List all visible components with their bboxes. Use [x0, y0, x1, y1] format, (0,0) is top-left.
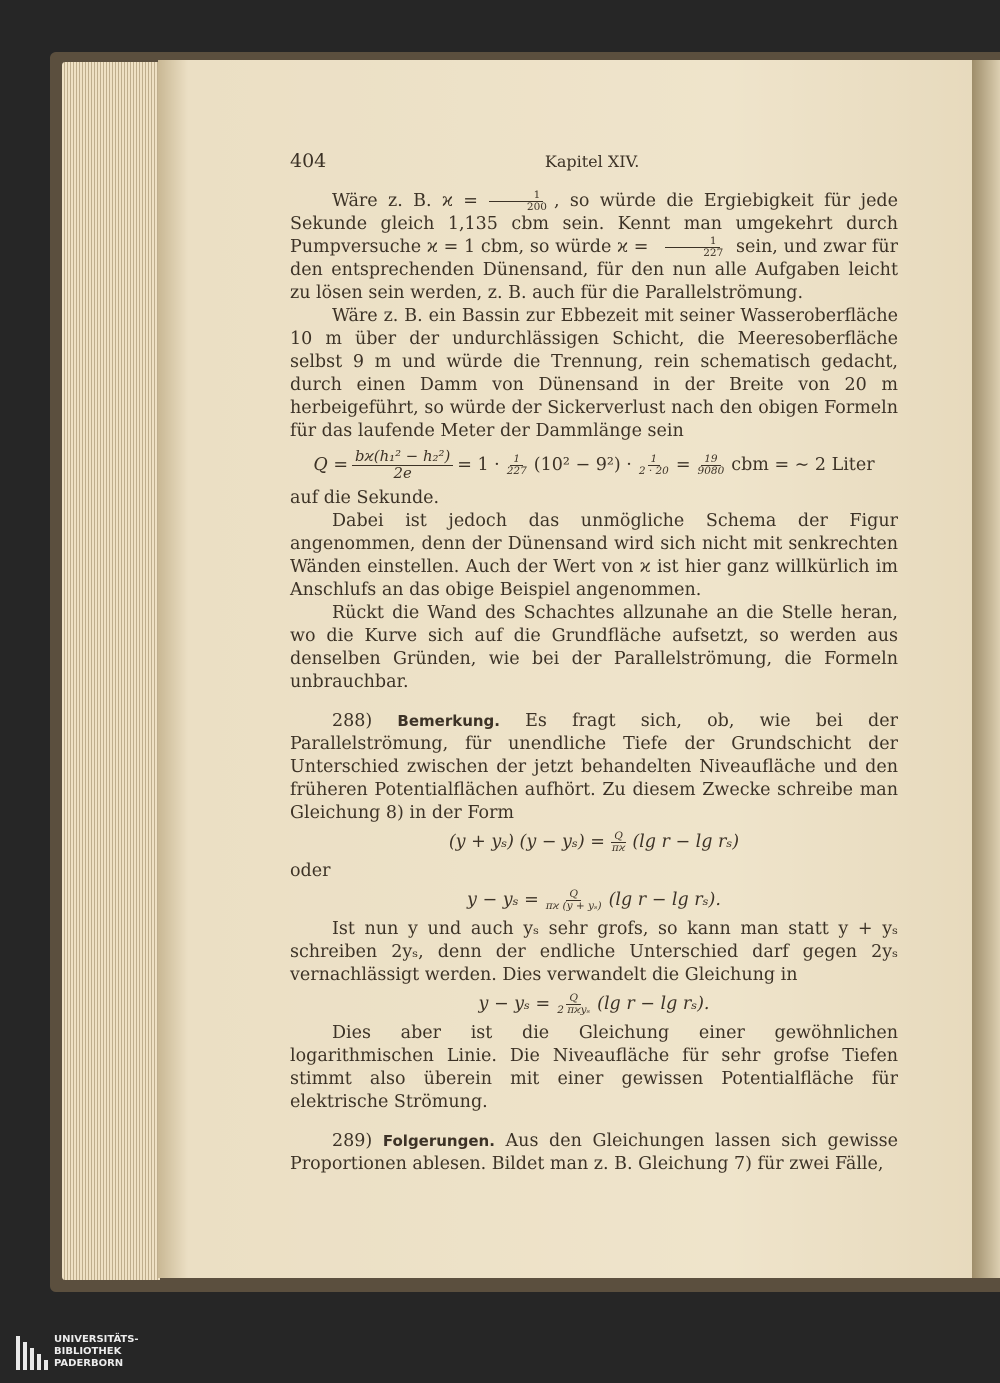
page-number: 404 — [290, 150, 327, 172]
fraction: $\frac{1}{227}$ — [658, 236, 726, 259]
equation-logarithmic: y − yₛ = $\frac{Q}{\text{2 πϰyₛ}}$ (lg r − lg rₛ). — [478, 992, 710, 1017]
fraction: $\frac{19}{9080}$ — [697, 452, 725, 477]
section-288: 288) Bemerkung. Es fragt sich, ob, wie bei der Parallelströmung, für unendliche Tiefe der Grundschicht der Unterschied zwischen der jetzt behandelten Niveaufläche und den früheren Potentialflächen aufhört. Zu diesem Zwecke schreibe man Gleichung 8) in der Form — [290, 711, 898, 824]
library-logo-text: UNIVERSITÄTS- BIBLIOTHEK PADERBORN — [54, 1334, 139, 1369]
fraction: $\frac{1}{227}$ — [506, 452, 527, 477]
page-text — [290, 150, 898, 1176]
fraction: $\frac{Q}{\text{πϰ (y + yₛ)}}$ — [545, 888, 602, 913]
paragraph-7: Dies aber ist die Gleichung einer gewöhnlichen logarithmischen Linie. Die Niveaufläche für sehr grofse Tiefen stimmt also überein mit einer gewissen Potentialfläche für elektrische Strömung. — [290, 1023, 898, 1113]
fraction: $\frac{\text{bϰ(h₁² − h₂²)}}{2e}$ — [352, 449, 453, 481]
section-title: Bemerkung. — [397, 712, 500, 731]
fraction: $\frac{Q}{\pi ϰ}$ — [611, 830, 626, 855]
paragraph-1: Wäre z. B. ϰ = $\frac{1}{200}$ , so würde die Ergiebigkeit für jede Sekunde gleich 1,135 cbm sein. Kennt man umgekehrt durch Pumpversuche ϰ = 1 cbm, so würde ϰ = $\frac{1}{227}$ sein, und zwar für den entsprechenden Dünensand, für den nun alle Aufgaben leicht zu lösen sein werden, z. B. auch für die Parallelströmung. — [290, 189, 898, 304]
library-logo-icon — [14, 1334, 50, 1370]
next-page-edge — [972, 60, 1000, 1278]
paragraph-3: auf die Sekunde. — [290, 488, 440, 509]
fraction: $\frac{Q}{\text{2 πϰyₛ}}$ — [557, 992, 591, 1017]
running-header — [290, 150, 898, 180]
fraction: $\frac{1}{2 \cdot 20}$ — [638, 452, 669, 477]
page-edges — [62, 62, 160, 1280]
paragraph-5: Rückt die Wand des Schachtes allzunahe an die Stelle heran, wo die Kurve sich auf die Grundfläche aufsetzt, so werden aus denselben Gründen, wie bei der Parallelströmung, die Formeln unbrauchbar. — [290, 603, 898, 693]
section-title: Folgerungen. — [382, 1132, 495, 1151]
equation-form: (y + yₛ) (y − yₛ) = $\frac{Q}{\pi ϰ}$ (lg r − lg rₛ) — [448, 830, 740, 855]
paragraph-4: Dabei ist jedoch das unmögliche Schema der Figur angenommen, denn der Dünensand wird sich nicht mit senkrechten Wänden einstellen. Auch der Wert von ϰ ist hier ganz willkürlich im Anschlufs an das obige Beispiel angenommen. — [290, 511, 898, 601]
chapter-title: Kapitel XIV. — [544, 152, 640, 171]
library-logo — [14, 1334, 174, 1370]
fraction: $\frac{1}{200}$ — [482, 190, 550, 213]
equation-difference: y − yₛ = $\frac{Q}{\text{πϰ (y + yₛ)}}$ (lg r − lg rₛ). — [467, 888, 721, 913]
section-289: 289) Folgerungen. Aus den Gleichungen lassen sich gewisse Proportionen ablesen. Bildet man z. B. Gleichung 7) für zwei Fälle, — [290, 1131, 898, 1175]
oder-label: oder — [290, 861, 331, 882]
paragraph-2: Wäre z. B. ein Bassin zur Ebbezeit mit seiner Wasseroberfläche 10 m über der undurchlässigen Schicht, die Meeresoberfläche selbst 9 m und würde die Trennung, rein schematisch gedacht, durch einen Damm von Dünensand in der Breite von 20 m herbeigeführt, so würde der Sickerverlust nach den obigen Formeln für das laufende Meter der Dammlänge sein — [290, 306, 898, 442]
paragraph-6: Ist nun y und auch yₛ sehr grofs, so kann man statt y + yₛ schreiben 2yₛ, denn der endliche Unterschied darf gegen 2yₛ vernachlässigt werden. Dies verwandelt die Gleichung in — [290, 919, 898, 986]
equation-sickerverlust: Q = $\frac{\text{bϰ(h₁² − h₂²)}}{2e}$ = 1 · $\frac{1}{227}$ (10² − 9²) · $\frac{1}{2 \cdot 20}$ = $\frac{19}{9080}$ cbm = ∼ 2 Liter — [313, 447, 875, 482]
